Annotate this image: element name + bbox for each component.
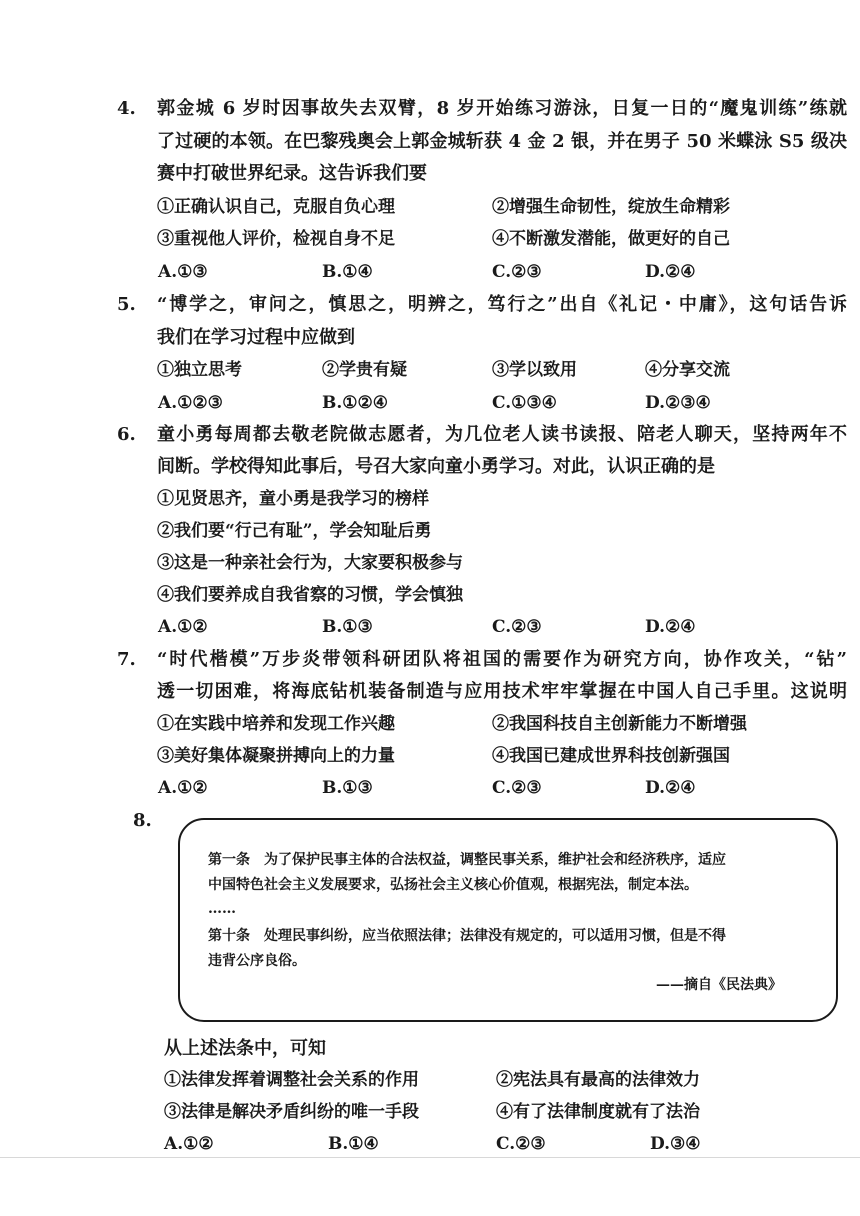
statement-item: ④分享交流 <box>645 360 730 380</box>
answer-choice: C.②③ <box>496 1134 546 1154</box>
answer-choice: A.①③ <box>158 262 208 282</box>
statement-item: ④有了法律制度就有了法治 <box>496 1102 700 1122</box>
answer-choice: B.①②④ <box>322 393 389 413</box>
statement-item: ①正确认识自己，克服自负心理 <box>157 197 395 217</box>
answer-choice: B.①③ <box>322 617 373 637</box>
statement-item: ②学贵有疑 <box>322 360 407 380</box>
question-number: 7. <box>117 649 136 670</box>
statement-item: ④不断激发潜能，做更好的自己 <box>492 229 730 249</box>
answer-choice: A.①② <box>158 617 208 637</box>
question-stem-line: 透一切困难，将海底钻机装备制造与应用技术牢牢掌握在中国人自己手里。这说明 <box>157 681 847 702</box>
answer-choice: D.②④ <box>645 617 696 637</box>
question-number: 6. <box>117 424 136 445</box>
question-number: 5. <box>117 294 136 315</box>
question-stem-line: 了过硬的本领。在巴黎残奥会上郭金城斩获 4 金 2 银，并在男子 50 米蝶泳 S5 级决 <box>157 131 847 152</box>
question-stem-line: 童小勇每周都去敬老院做志愿者，为几位老人读书读报、陪老人聊天，坚持两年不 <box>157 424 847 445</box>
statement-item: ④我们要养成自我省察的习惯，学会慎独 <box>157 585 463 605</box>
answer-choice: D.②④ <box>645 262 696 282</box>
question-stem-line: 赛中打破世界纪录。这告诉我们要 <box>157 163 427 184</box>
answer-choice: B.①④ <box>322 262 373 282</box>
answer-choice: B.①③ <box>322 778 373 798</box>
answer-choice: B.①④ <box>328 1134 379 1154</box>
statement-item: ③这是一种亲社会行为，大家要积极参与 <box>157 553 463 573</box>
question-stem-line: 郭金城 6 岁时因事故失去双臂，8 岁开始练习游泳，日复一日的“魔鬼训练”练就 <box>157 98 847 119</box>
statement-item: ①在实践中培养和发现工作兴趣 <box>157 714 395 734</box>
law-article-text: 中国特色社会主义发展要求，弘扬社会主义核心价值观，根据宪法，制定本法。 <box>208 877 698 893</box>
answer-choice: A.①②③ <box>158 393 223 413</box>
question-number: 4. <box>117 98 136 119</box>
answer-choice: D.②④ <box>645 778 696 798</box>
law-article-text: 第一条 为了保护民事主体的合法权益，调整民事关系，维护社会和经济秩序，适应 <box>208 852 726 868</box>
statement-item: ③学以致用 <box>492 360 577 380</box>
page-divider <box>0 1157 860 1158</box>
statement-item: ②宪法具有最高的法律效力 <box>496 1070 700 1090</box>
answer-choice: C.①③④ <box>492 393 557 413</box>
answer-choice: C.②③ <box>492 778 542 798</box>
question-stem-line: “时代楷模”万步炎带领科研团队将祖国的需要作为研究方向，协作攻关，“钻” <box>157 649 847 670</box>
ellipsis: …… <box>208 901 236 917</box>
answer-choice: C.②③ <box>492 262 542 282</box>
statement-item: ②增强生命韧性，绽放生命精彩 <box>492 197 730 217</box>
question-number: 8. <box>133 810 152 831</box>
statement-item: ④我国已建成世界科技创新强国 <box>492 746 730 766</box>
answer-choice: D.②③④ <box>645 393 711 413</box>
question-stem-line: “博学之，审问之，慎思之，明辨之，笃行之”出自《礼记・中庸》，这句话告诉 <box>157 294 847 315</box>
statement-item: ①见贤思齐，童小勇是我学习的榜样 <box>157 489 429 509</box>
answer-choice: D.③④ <box>650 1134 701 1154</box>
question-stem-line: 间断。学校得知此事后，号召大家向童小勇学习。对此，认识正确的是 <box>157 456 715 477</box>
statement-item: ②我国科技自主创新能力不断增强 <box>492 714 747 734</box>
statement-item: ③重视他人评价，检视自身不足 <box>157 229 395 249</box>
source-attribution: ——摘自《民法典》 <box>656 977 782 993</box>
answer-choice: A.①② <box>158 778 208 798</box>
question-stem-line: 我们在学习过程中应做到 <box>157 327 355 348</box>
statement-item: ①法律发挥着调整社会关系的作用 <box>164 1070 419 1090</box>
question-stem-line: 从上述法条中，可知 <box>164 1038 326 1059</box>
statement-item: ③美好集体凝聚拼搏向上的力量 <box>157 746 395 766</box>
answer-choice: A.①② <box>164 1134 214 1154</box>
law-article-text: 违背公序良俗。 <box>208 953 306 969</box>
law-article-text: 第十条 处理民事纠纷，应当依照法律；法律没有规定的，可以适用习惯，但是不得 <box>208 928 726 944</box>
answer-choice: C.②③ <box>492 617 542 637</box>
statement-item: ①独立思考 <box>157 360 242 380</box>
statement-item: ③法律是解决矛盾纠纷的唯一手段 <box>164 1102 419 1122</box>
statement-item: ②我们要“行己有耻”，学会知耻后勇 <box>157 521 432 541</box>
